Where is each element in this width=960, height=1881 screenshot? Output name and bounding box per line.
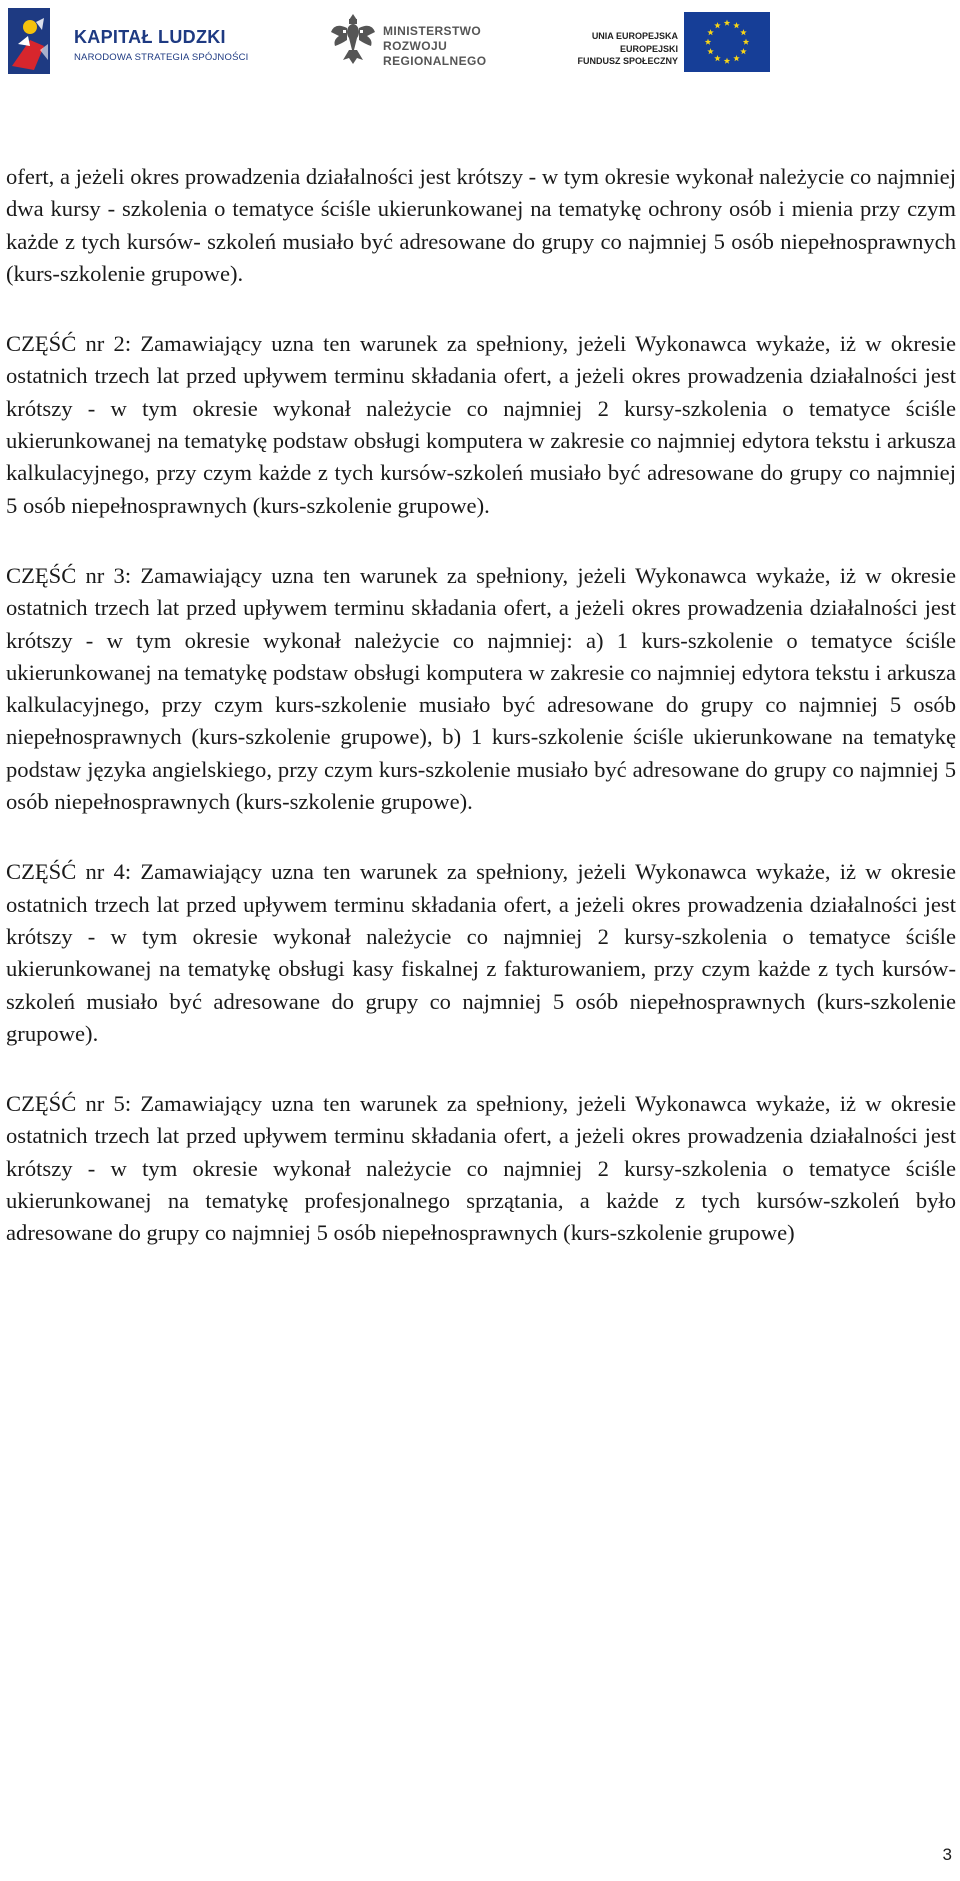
polish-eagle-emblem-icon (325, 0, 381, 84)
page-number: 3 (942, 1845, 952, 1864)
ministerstwo-logo (325, 0, 505, 84)
paragraph-czesc-3: CZĘŚĆ nr 3: Zamawiający uzna ten warunek za spełniony, jeżeli Wykonawca wykaże, iż w okresie ostatnich trzech lat przed upływem terminu składania ofert, a jeżeli okres prowadzenia działalności jest krótszy - w tym okresie wykonał należycie co najmniej: a) 1 kurs-szkolenie o tematyce ściśle ukierunkowanej na tematykę podstaw obsługi komputera w zakresie co najmniej edytora tekstu i arkusza kalkulacyjnego, przy czym kurs-szkolenie musiało być adresowane do grupy co najmniej 5 osób niepełnosprawnych (kurs-szkolenie grupowe), b) 1 kurs-szkolenie ściśle ukierunkowane na tematykę podstaw języka angielskiego, przy czym kurs-szkolenie musiało być adresowane do grupy co najmniej 5 osób niepełnosprawnych (kurs-szkolenie grupowe). (6, 562, 956, 815)
ministerstwo-line-1: MINISTERSTWO (383, 24, 482, 38)
unia-line-2: EUROPEJSKI (619, 44, 678, 54)
ministerstwo-line-3: REGIONALNEGO (383, 54, 487, 68)
paragraph-czesc-4: CZĘŚĆ nr 4: Zamawiający uzna ten warunek za spełniony, jeżeli Wykonawca wykaże, iż w okresie ostatnich trzech lat przed upływem terminu składania ofert, a jeżeli okres prowadzenia działalności jest krótszy - w tym okresie wykonał należycie co najmniej 2 kursy-szkolenia o tematyce ściśle ukierunkowanej na tematykę obsługi kasy fiskalnej z fakturowaniem, przy czym każde z tych kursów-szkoleń musiało być adresowane do grupy co najmniej 5 osób niepełnosprawnych (kurs-szkolenie grupowe). (6, 859, 956, 1046)
paragraph-continuation: ofert, a jeżeli okres prowadzenia działalności jest krótszy - w tym okresie wykonał należycie co najmniej dwa kursy - szkolenia o tematyce ściśle ukierunkowanej na tematykę ochrony osób i mienia przy czym każde z tych kursów- szkoleń musiało być adresowane do grupy co najmniej 5 osób niepełnosprawnych (kurs-szkolenie grupowe). (6, 164, 956, 286)
kapital-ludzki-logo (0, 0, 270, 84)
header-logo-bar (0, 0, 960, 84)
unia-europejska-logo (570, 0, 770, 84)
kapital-ludzki-subtitle: NARODOWA STRATEGIA SPÓJNOŚCI (74, 52, 249, 63)
ministerstwo-line-2: ROZWOJU (383, 39, 448, 53)
document-body (6, 161, 956, 1250)
unia-line-1: UNIA EUROPEJSKA (591, 31, 678, 41)
paragraph-czesc-5: CZĘŚĆ nr 5: Zamawiający uzna ten warunek za spełniony, jeżeli Wykonawca wykaże, iż w okresie ostatnich trzech lat przed upływem terminu składania ofert, a jeżeli okres prowadzenia działalności jest krótszy - w tym okresie wykonał należycie co najmniej 2 kursy-szkolenia o tematyce ściśle ukierunkowanej na tematykę profesjonalnego sprzątania, a każde z tych kursów-szkoleń było adresowane do grupy co najmniej 5 osób niepełnosprawnych (kurs-szkolenie grupowe) (6, 1091, 956, 1246)
paragraph-czesc-2: CZĘŚĆ nr 2: Zamawiający uzna ten warunek za spełniony, jeżeli Wykonawca wykaże, iż w okresie ostatnich trzech lat przed upływem terminu składania ofert, a jeżeli okres prowadzenia działalności jest krótszy - w tym okresie wykonał należycie co najmniej 2 kursy-szkolenia o tematyce ściśle ukierunkowanej na tematykę podstaw obsługi komputera w zakresie co najmniej edytora tekstu i arkusza kalkulacyjnego, przy czym każde z tych kursów-szkoleń musiało być adresowane do grupy co najmniej 5 osób niepełnosprawnych (kurs-szkolenie grupowe). (6, 331, 956, 518)
kapital-ludzki-title: KAPITAŁ LUDZKI (74, 27, 226, 47)
kapital-ludzki-emblem-icon (0, 0, 70, 84)
eu-flag-icon (684, 12, 770, 72)
unia-line-3: FUNDUSZ SPOŁECZNY (577, 56, 678, 66)
